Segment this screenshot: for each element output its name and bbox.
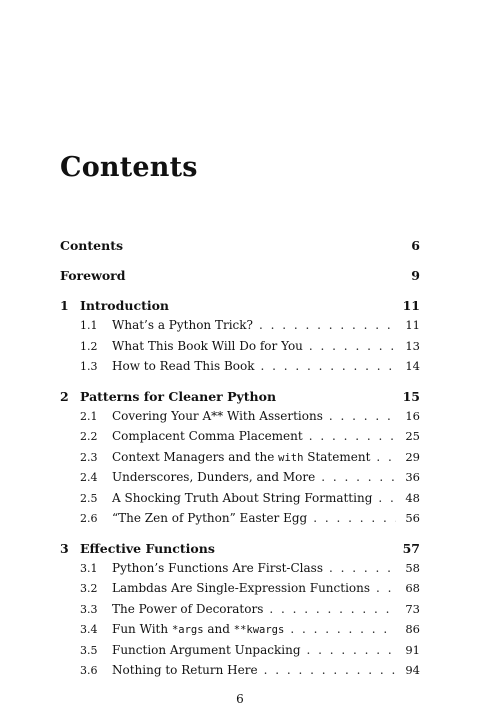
toc-section-2-1[interactable]: [60, 409, 420, 430]
section-page: 48: [405, 490, 420, 505]
leader-dots: [264, 663, 396, 677]
toc-section-1-3[interactable]: [60, 359, 420, 380]
section-title: “The Zen of Python” Easter Egg: [112, 511, 308, 525]
section-page: 58: [405, 560, 420, 575]
section-title: [112, 450, 370, 464]
section-number: 2.6: [80, 512, 98, 525]
toc-section-3-4[interactable]: [60, 622, 420, 643]
inline-code: *args: [171, 624, 204, 636]
section-title: Nothing to Return Here: [112, 663, 258, 677]
chapter-number: 2: [60, 388, 69, 404]
section-number: 2.5: [80, 491, 98, 505]
chapter-title: Introduction: [80, 298, 170, 313]
chapter-page: 57: [402, 540, 420, 556]
leader-dots: [261, 359, 396, 373]
section-title-text: Statement: [303, 449, 371, 464]
chapter-title: Patterns for Cleaner Python: [80, 388, 277, 404]
leader-dots: [376, 581, 396, 595]
leader-dots: [269, 602, 396, 616]
toc-section-3-1[interactable]: [60, 561, 420, 582]
toc-section-2-5[interactable]: [60, 491, 420, 512]
section-number: 3.6: [80, 664, 98, 677]
section-number: 2.1: [80, 409, 98, 423]
section-page: 91: [405, 642, 420, 657]
section-number: 2.2: [80, 430, 98, 443]
toc-section-3-2[interactable]: [60, 581, 420, 602]
section-title: A Shocking Truth About String Formatting: [112, 490, 373, 505]
section-number: 1.1: [80, 319, 98, 332]
section-number: 3.4: [80, 623, 98, 636]
section-title: What This Book Will Do for You: [112, 338, 303, 353]
toc-entry-title: Foreword: [60, 268, 126, 283]
toc-chapter-1[interactable]: [60, 298, 420, 318]
section-title: Function Argument Unpacking: [112, 642, 301, 657]
section-page: 86: [405, 622, 420, 636]
leader-dots: [329, 409, 396, 423]
table-of-contents: [60, 238, 420, 684]
section-page: 68: [405, 581, 420, 595]
toc-entry-foreword[interactable]: [60, 268, 420, 290]
section-number: 3.2: [80, 582, 98, 595]
leader-dots: [376, 450, 396, 464]
section-number: 3.3: [80, 602, 98, 616]
toc-section-3-3[interactable]: [60, 602, 420, 623]
section-page: 14: [405, 359, 420, 373]
toc-entry-page: 9: [411, 268, 420, 283]
toc-entry-page: 6: [411, 238, 420, 253]
section-page: 29: [405, 449, 420, 464]
section-title: Python’s Functions Are First-Class: [112, 560, 323, 575]
chapter-number: 3: [60, 540, 69, 556]
toc-section-2-2[interactable]: [60, 429, 420, 450]
section-number: 3.5: [80, 643, 98, 657]
toc-section-2-4[interactable]: [60, 470, 420, 491]
toc-chapter-3[interactable]: [60, 541, 420, 561]
section-title: Lambdas Are Single-Expression Functions: [112, 581, 371, 595]
section-page: 36: [405, 470, 420, 484]
leader-dots: [378, 491, 396, 505]
section-title: Underscores, Dunders, and More: [112, 470, 316, 484]
page-title: Contents: [60, 152, 198, 183]
toc-section-3-5[interactable]: [60, 643, 420, 664]
toc-section-2-6[interactable]: [60, 511, 420, 532]
toc-section-1-1[interactable]: [60, 318, 420, 339]
section-page: 94: [405, 663, 420, 677]
section-page: 11: [405, 318, 420, 332]
section-title: The Power of Decorators: [112, 601, 264, 616]
section-page: 25: [405, 429, 420, 443]
inline-code: with: [278, 451, 304, 464]
section-page: 73: [405, 601, 420, 616]
leader-dots: [309, 339, 396, 353]
chapter-page: 15: [402, 388, 420, 404]
inline-code: **kwargs: [233, 624, 285, 636]
section-number: 1.2: [80, 339, 98, 353]
leader-dots: [309, 429, 396, 443]
page-number: 6: [236, 692, 244, 706]
section-page: 16: [405, 408, 420, 423]
section-title: What’s a Python Trick?: [112, 318, 253, 332]
section-number: 1.3: [80, 360, 98, 373]
chapter-title: Effective Functions: [80, 540, 215, 556]
toc-chapter-2[interactable]: [60, 389, 420, 409]
toc-section-3-6[interactable]: [60, 663, 420, 684]
section-title: Complacent Comma Placement: [112, 429, 303, 443]
leader-dots: [329, 561, 396, 575]
leader-dots: [313, 511, 396, 525]
section-page: 13: [405, 338, 420, 353]
chapter-number: 1: [60, 298, 69, 313]
toc-section-2-3[interactable]: [60, 450, 420, 471]
section-title-text: Context Managers and the: [112, 449, 279, 464]
leader-dots: [290, 622, 396, 636]
chapter-page: 11: [402, 298, 420, 313]
leader-dots: [259, 318, 396, 332]
section-number: 2.4: [80, 471, 98, 484]
toc-section-1-2[interactable]: [60, 339, 420, 360]
toc-entry-title: Contents: [60, 238, 124, 253]
toc-entry-contents[interactable]: [60, 238, 420, 260]
leader-dots: [321, 470, 396, 484]
section-number: 2.3: [80, 450, 98, 464]
section-title-text: Fun With: [112, 622, 172, 636]
section-page: 56: [405, 511, 420, 525]
section-title: Covering Your A** With Assertions: [112, 408, 323, 423]
section-title: How to Read This Book: [112, 359, 255, 373]
section-number: 3.1: [80, 561, 98, 575]
section-title: [112, 622, 284, 636]
section-title-text: and: [203, 622, 234, 636]
leader-dots: [307, 643, 396, 657]
